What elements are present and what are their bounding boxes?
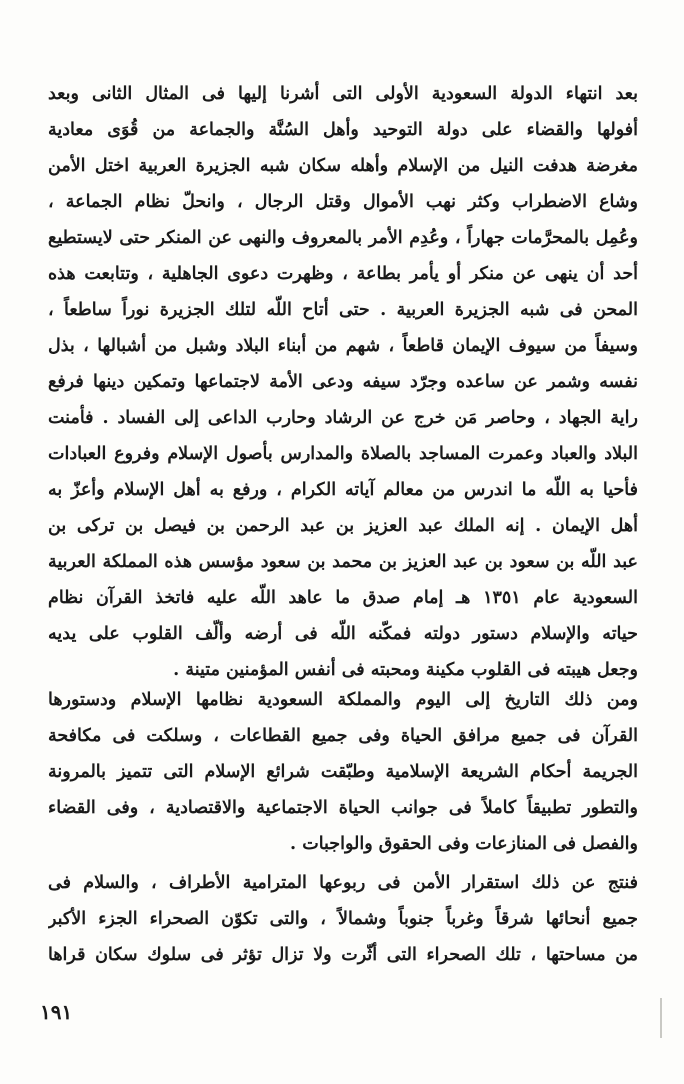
text-line: والفصل فى المنازعات وفى الحقوق والواجبات . [290,834,638,854]
page-number: ١٩١ [40,1000,73,1024]
text-line: جميع أنحائها شرقاً وغرباً جنوباً وشمالاً ، والتى تكوّن الصحراء الجزء الأكبر [48,909,638,929]
text-line: أهل الإيمان . إنه الملك عبد العزيز بن عبد الرحمن بن فيصل بن تركى بن [48,516,638,536]
paragraph-3 [48,865,638,973]
text-line: نفسه وشمر عن ساعده وجرّد سيفه ودعى الأمة لاجتماعها وتمكين دينها فرفع [48,372,638,392]
paragraph-1 [48,76,638,688]
text-line: وعُمِل بالمحرَّمات جهاراً ، وعُدِم الأمر بالمعروف والنهى عن المنكر حتى لايستطيع [48,228,638,248]
text-line: من مساحتها ، تلك الصحراء التى أثّرت ولا تزال تؤثر فى سلوك سكان قراها [48,945,638,965]
page-edge-mark [660,998,662,1038]
text-line: فأحيا به اللّه ما اندرس من معالم آياته الكرام ، ورفع به أهل الإسلام وأعزّ به [48,480,638,500]
text-line: وشاع الاضطراب وكثر نهب الأموال وقتل الرجال ، وانحلّ نظام الجماعة ، [48,192,638,212]
text-line: البلاد والعباد وعمرت المساجد بالصلاة والمدارس بأصول الإسلام وفروع العبادات [48,444,638,464]
text-line: القرآن فى جميع مرافق الحياة وفى جميع القطاعات ، وسلكت فى مكافحة [48,726,638,746]
text-line: عبد اللّه بن سعود بن عبد العزيز بن محمد بن سعود مؤسس هذه المملكة العربية [48,552,638,572]
text-line: أحد أن ينهى عن منكر أو يأمر بطاعة ، وظهرت دعوى الجاهلية ، وتتابعت هذه [48,264,638,284]
text-line: وسيفاً من سيوف الإيمان قاطعاً ، شهم من أبناء البلاد وشبل من أشبالها ، بذل [48,336,638,356]
text-line: وجعل هيبته فى القلوب مكينة ومحبته فى أنفس المؤمنين متينة . [173,660,638,680]
text-line: حياته والإسلام دستور دولته فمكّنه اللّه فى أرضه وألّف القلوب على يديه [48,624,638,644]
text-line: مغرضة هدفت النيل من الإسلام وأهله سكان شبه الجزيرة العربية اختل الأمن [48,156,638,176]
text-line: فنتج عن ذلك استقرار الأمن فى ربوعها المترامية الأطراف ، والسلام فى [48,873,638,893]
text-line: أفولها والقضاء على دولة التوحيد وأهل السُنَّة والجماعة من قُوَى معادية [48,120,638,140]
text-line: والتطور تطبيقاً كاملاً فى جوانب الحياة الاجتماعية والاقتصادية ، وفى القضاء [48,798,638,818]
text-line: ومن ذلك التاريخ إلى اليوم والمملكة السعودية نظامها الإسلام ودستورها [48,690,638,710]
text-line: راية الجهاد ، وحاصر مَن خرج عن الرشاد وحارب الداعى إلى الفساد . فأمنت [48,408,638,428]
text-line: السعودية عام ١٣٥١ هـ إمام صدق ما عاهد اللّه عليه فاتخذ القرآن نظام [48,588,638,608]
text-line: بعد انتهاء الدولة السعودية الأولى التى أشرنا إليها فى المثال الثانى وبعد [48,84,638,104]
text-line: المحن فى شبه الجزيرة العربية . حتى أتاح اللّه لتلك الجزيرة نوراً ساطعاً ، [48,300,638,320]
paragraph-2 [48,682,638,862]
text-line: الجريمة أحكام الشريعة الإسلامية وطبّقت شرائع الإسلام التى تتميز بالمرونة [48,762,638,782]
